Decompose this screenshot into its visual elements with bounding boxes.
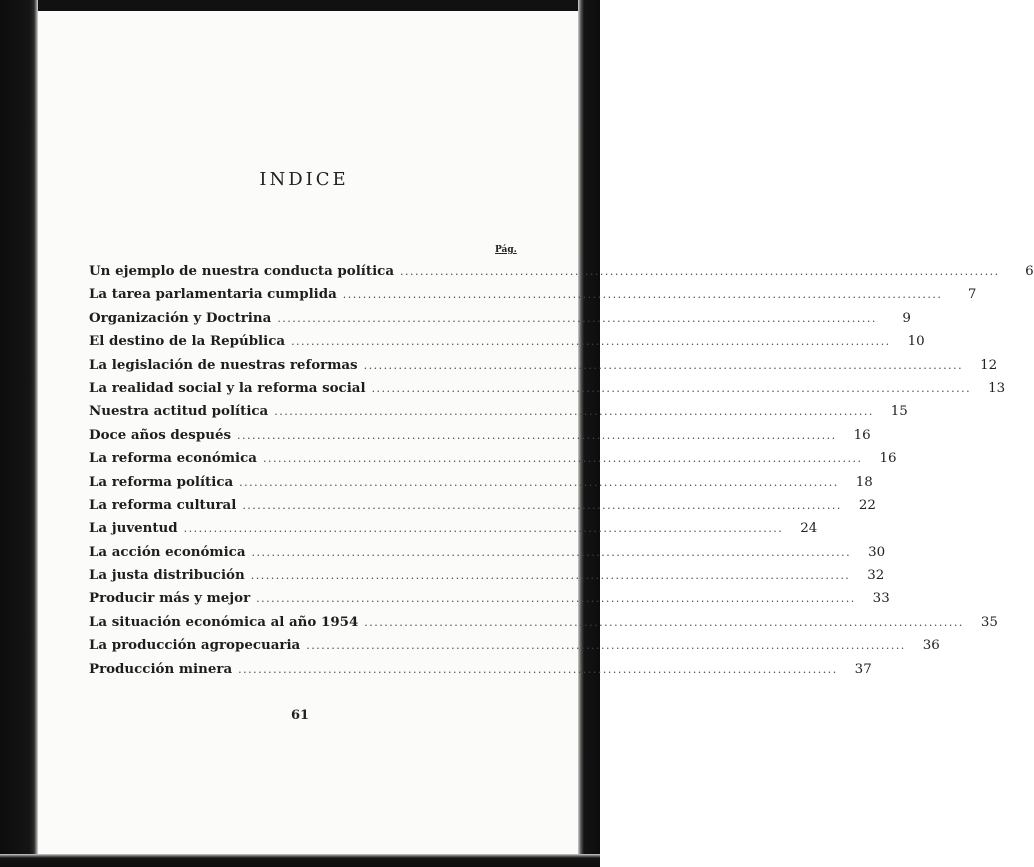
toc-entry[interactable] <box>89 543 886 567</box>
toc-entry-title: Doce años después <box>89 426 232 443</box>
toc-entry-page: 9 <box>902 310 911 326</box>
scan-border-left <box>0 0 38 867</box>
toc-entry[interactable] <box>89 590 890 613</box>
toc-entry-title: Nuestra actitud política <box>89 403 269 420</box>
toc-entry[interactable] <box>89 613 998 637</box>
dot-leader: ........................................................................................................................ <box>364 615 964 629</box>
dot-leader: ........................................................................................................................ <box>242 498 842 512</box>
toc-entry[interactable] <box>89 263 1034 286</box>
toc-entry-page: 18 <box>855 474 873 490</box>
dot-leader: ........................................................................................................................ <box>363 358 964 372</box>
toc-entry-title: El destino de la República <box>89 333 286 350</box>
toc-entry-title: La reforma política <box>89 473 234 490</box>
toc-entry[interactable] <box>89 356 998 380</box>
toc-entry[interactable] <box>89 403 908 426</box>
toc-entry-page: 22 <box>858 497 876 513</box>
dot-leader: ........................................................................................................................ <box>291 335 891 349</box>
toc-entry-title: La juventud <box>89 520 178 537</box>
toc-entry-page: 32 <box>867 568 885 584</box>
toc-entry-title: Producción minera <box>89 660 233 677</box>
toc-entry-page: 6 <box>1025 264 1034 279</box>
dot-leader: ........................................................................................................................ <box>277 311 877 325</box>
dot-leader: ........................................................................................................................ <box>342 288 943 302</box>
toc-entry[interactable] <box>89 660 872 684</box>
toc-entry-page: 10 <box>907 334 925 350</box>
toc-entry-title: Producir más y mejor <box>89 590 251 607</box>
dot-leader: ........................................................................................................................ <box>250 569 851 583</box>
toc-entry-page: 12 <box>980 357 998 373</box>
toc-entry[interactable] <box>89 473 873 497</box>
toc-entry-page: 37 <box>854 661 872 677</box>
page-number: 61 <box>290 708 310 723</box>
page-title: INDICE <box>259 169 349 190</box>
toc-entry-page: 13 <box>988 380 1006 396</box>
scan-border-top <box>0 0 600 11</box>
toc-entry[interactable] <box>89 309 911 333</box>
toc-entry-page: 24 <box>800 521 818 537</box>
dot-leader: ........................................................................................................................ <box>274 405 874 419</box>
page-column-header: Pág. <box>495 245 517 255</box>
toc-entry[interactable] <box>89 333 925 356</box>
toc-entry-page: 35 <box>980 614 998 630</box>
dot-leader: ........................................................................................................................ <box>238 662 838 676</box>
toc-entry-page: 16 <box>853 427 871 443</box>
dot-leader: ........................................................................................................................ <box>256 592 856 606</box>
toc-entry[interactable] <box>89 520 818 543</box>
toc-entry-page: 16 <box>879 451 897 467</box>
toc-entry-page: 33 <box>872 591 890 607</box>
toc-entry-page: 7 <box>967 287 977 303</box>
dot-leader: ........................................................................................................................ <box>237 428 837 442</box>
toc-entry[interactable] <box>89 379 1006 403</box>
dot-leader: ........................................................................................................................ <box>183 522 784 536</box>
toc-entry[interactable] <box>89 286 977 309</box>
toc-entry-page: 36 <box>922 638 940 654</box>
toc-entry-title: La situación económica al año 1954 <box>89 613 359 630</box>
toc-entry[interactable] <box>89 637 940 660</box>
toc-entry[interactable] <box>89 450 897 473</box>
dot-leader: ........................................................................................................................ <box>239 475 839 489</box>
table-of-contents <box>89 263 1034 684</box>
dot-leader: ........................................................................................................................ <box>306 639 906 653</box>
toc-entry-title: La reforma cultural <box>89 496 237 513</box>
toc-entry-title: La tarea parlamentaria cumplida <box>89 286 337 303</box>
toc-entry-title: La acción económica <box>89 543 246 560</box>
toc-entry-title: La reforma económica <box>89 450 257 467</box>
toc-entry[interactable] <box>89 426 871 450</box>
dot-leader: ........................................................................................................................ <box>371 381 972 395</box>
dot-leader: ........................................................................................................................ <box>251 545 852 559</box>
toc-entry-page: 15 <box>890 404 908 420</box>
toc-entry[interactable] <box>89 567 885 590</box>
toc-entry-title: La producción agropecuaria <box>89 637 301 654</box>
toc-entry-title: Un ejemplo de nuestra conducta política <box>89 263 394 279</box>
dot-leader: ........................................................................................................................ <box>400 265 1000 278</box>
dot-leader: ........................................................................................................................ <box>262 452 863 466</box>
scan-border-bottom <box>0 854 600 867</box>
toc-entry-title: La legislación de nuestras reformas <box>89 356 358 373</box>
toc-entry[interactable] <box>89 496 876 520</box>
toc-entry-title: La justa distribución <box>89 567 245 584</box>
toc-entry-title: Organización y Doctrina <box>89 309 272 326</box>
toc-entry-page: 30 <box>868 544 886 560</box>
toc-entry-title: La realidad social y la reforma social <box>89 379 366 396</box>
